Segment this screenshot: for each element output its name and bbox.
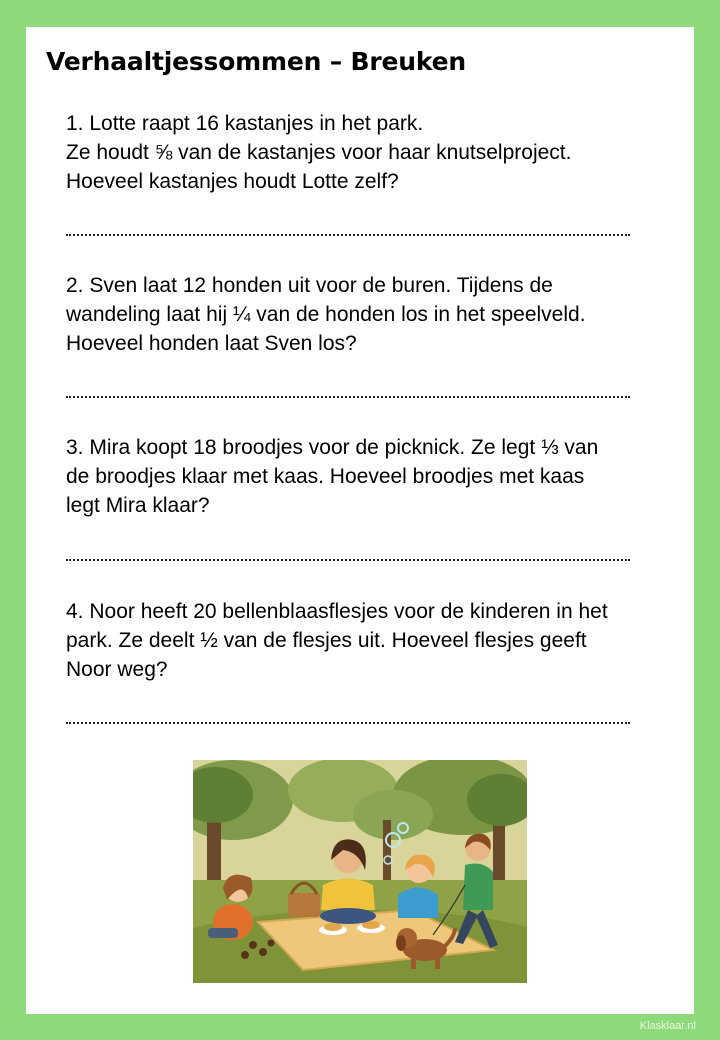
picnic-illustration [193,760,527,983]
page-title: Verhaaltjessommen – Breuken [46,47,466,76]
question-4: 4. Noor heeft 20 bellenblaasflesjes voor de kinderen in het park. Ze deelt ½ van de flesjes uit. Hoeveel flesjes geeft Noor weg? [66,600,608,681]
footer-brand: Klasklaar.nl [639,1020,696,1032]
question-1: 1. Lotte raapt 16 kastanjes in het park. Ze houdt ⅝ van de kastanjes voor haar knutselproject. Hoeveel kastanjes houdt Lotte zelf? [66,112,572,193]
answer-line-4[interactable] [66,722,630,724]
answer-line-3[interactable] [66,559,630,561]
worksheet [26,27,694,1014]
question-3: 3. Mira koopt 18 broodjes voor de picknick. Ze legt ⅓ van de broodjes klaar met kaas. Hoeveel broodjes met kaas legt Mira klaar? [66,436,599,517]
question-2: 2. Sven laat 12 honden uit voor de buren. Tijdens de wandeling laat hij ¼ van de honden los in het speelveld. Hoeveel honden laat Sven los? [66,274,586,355]
answer-line-2[interactable] [66,396,630,398]
answer-line-1[interactable] [66,234,630,236]
